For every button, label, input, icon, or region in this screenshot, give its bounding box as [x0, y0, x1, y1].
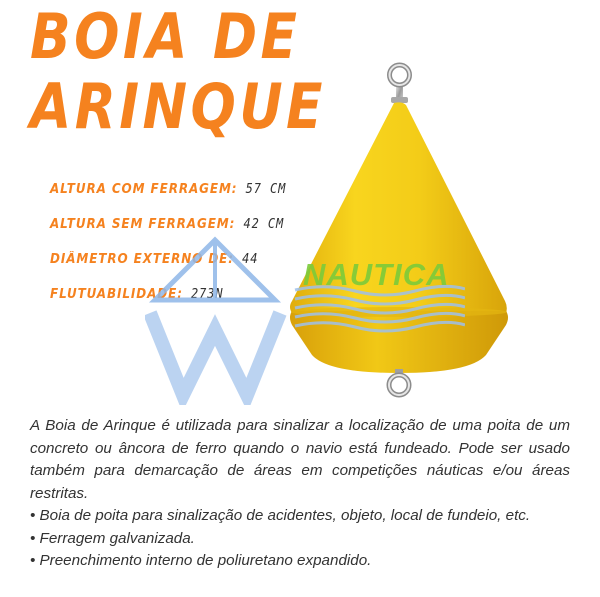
description-intro: A Boia de Arinque é utilizada para sinalizar a localização de uma poita de um concreto ou âncora de ferro quando o navio está fundeado. Pode ser usado também para demarcação de áreas em competições náuticas e/ou áreas restritas.	[30, 417, 570, 502]
spec-label: FLUTUABILIDADE:	[50, 287, 183, 302]
spec-value: 273N	[182, 287, 224, 302]
feature-item: • Ferragem galvanizada.	[30, 528, 570, 551]
spec-value: 42 CM	[235, 217, 285, 232]
spec-label: ALTURA SEM FERRAGEM:	[50, 217, 236, 232]
title-line-1: BOIA DE	[30, 0, 301, 73]
title-line-2: ARINQUE	[30, 70, 326, 143]
spec-value: 44	[233, 252, 259, 267]
feature-list	[30, 505, 570, 573]
watermark-brand: NAUTICA	[303, 257, 450, 292]
product-description	[30, 415, 570, 573]
spec-value: 57 CM	[237, 182, 287, 197]
spec-label: DIÂMETRO EXTERNO DE:	[50, 252, 234, 267]
top-eyebolt-icon	[390, 65, 410, 103]
spec-height-with-hardware	[50, 182, 286, 217]
feature-item: • Boia de poita para sinalização de acidentes, objeto, local de fundeio, etc.	[30, 505, 570, 528]
spec-label: ALTURA COM FERRAGEM:	[50, 182, 238, 197]
feature-item: • Preenchimento interno de poliuretano expandido.	[30, 550, 570, 573]
